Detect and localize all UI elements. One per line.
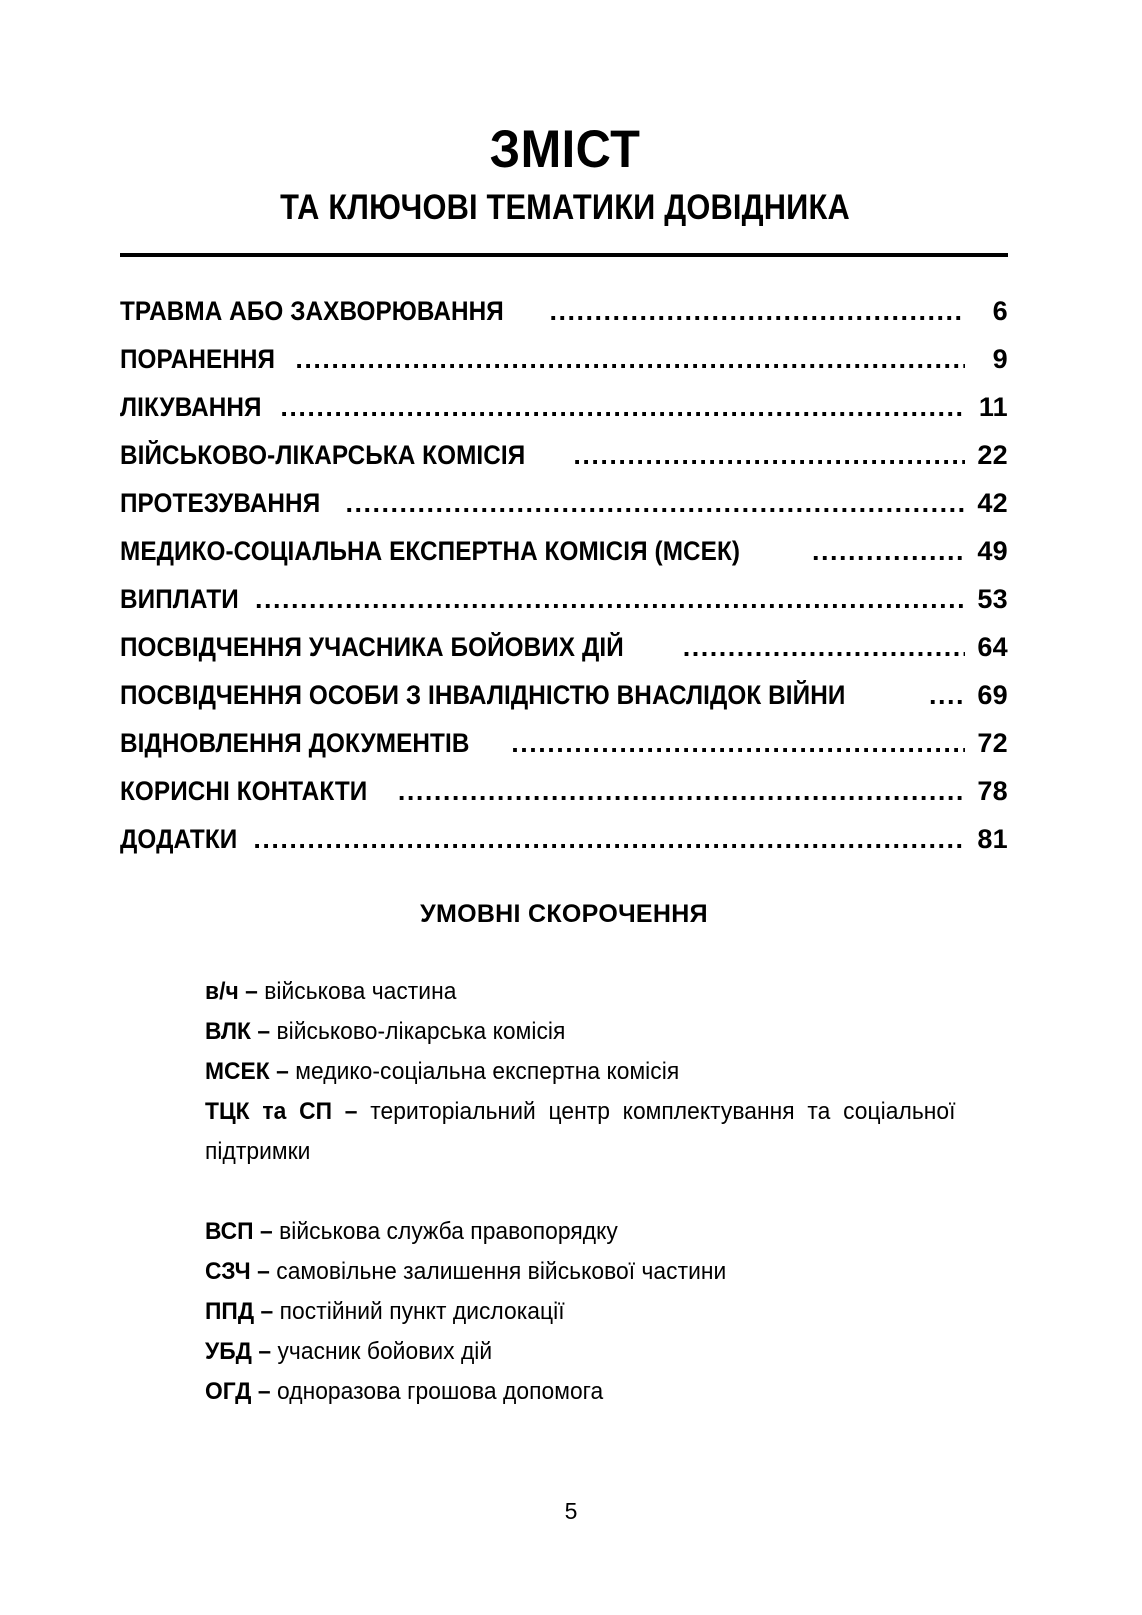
toc-entry[interactable] bbox=[120, 776, 1008, 824]
abbreviation-definition: військова частина bbox=[264, 978, 457, 1005]
toc-entry-label: ЛІКУВАННЯ bbox=[120, 392, 262, 422]
abbreviation-item bbox=[205, 972, 956, 1012]
toc-entry[interactable] bbox=[120, 488, 1008, 536]
toc-entry-label: МЕДИКО-СОЦІАЛЬНА ЕКСПЕРТНА КОМІСІЯ (МСЕК) bbox=[120, 536, 741, 566]
abbreviation-dash: – bbox=[259, 1218, 273, 1245]
toc-entry-page-number: 69 bbox=[977, 680, 1008, 710]
toc-leader-dots bbox=[683, 634, 965, 661]
toc-leader-dots bbox=[346, 490, 966, 517]
abbreviation-term: МСЕК bbox=[205, 1058, 270, 1085]
toc-entry[interactable] bbox=[120, 584, 1008, 632]
abbreviation-item bbox=[205, 1292, 956, 1332]
toc-leader-dots bbox=[280, 394, 965, 421]
toc-leader-dots bbox=[253, 826, 965, 853]
toc-entry-page-number: 64 bbox=[977, 632, 1008, 662]
toc-entry[interactable] bbox=[120, 824, 1008, 872]
header-divider bbox=[120, 253, 1008, 257]
abbreviations-list bbox=[205, 972, 995, 1412]
page-number: 5 bbox=[564, 1498, 578, 1524]
toc-leader-dots bbox=[511, 730, 965, 757]
toc-entry-page-number: 81 bbox=[977, 824, 1008, 854]
abbreviation-dash: – bbox=[276, 1058, 289, 1085]
abbreviation-definition: військово-лікарська комісія bbox=[276, 1018, 566, 1045]
abbreviation-definition: військова служба правопорядку bbox=[279, 1218, 618, 1245]
toc-entry-label: ВІДНОВЛЕННЯ ДОКУМЕНТІВ bbox=[120, 728, 470, 758]
toc-entry[interactable] bbox=[120, 296, 1008, 344]
toc-entry-page-number: 22 bbox=[977, 440, 1008, 470]
toc-entry-label: ТРАВМА АБО ЗАХВОРЮВАННЯ bbox=[120, 296, 504, 326]
toc-leader-dots bbox=[929, 682, 965, 709]
abbreviation-item bbox=[205, 1252, 956, 1292]
toc-entry-page-number: 6 bbox=[992, 296, 1008, 326]
toc-entry[interactable] bbox=[120, 392, 1008, 440]
toc-entry-page-number: 49 bbox=[977, 536, 1008, 566]
toc-entry-label: КОРИСНІ КОНТАКТИ bbox=[120, 776, 368, 806]
abbreviations-heading: УМОВНІ СКОРОЧЕННЯ bbox=[420, 900, 708, 928]
toc-entry-page-number: 53 bbox=[977, 584, 1008, 614]
toc-entry-label: ДОДАТКИ bbox=[120, 824, 238, 854]
toc-leader-dots bbox=[255, 586, 965, 613]
abbreviation-term: ППД bbox=[205, 1298, 255, 1325]
toc-entry-label: ВІЙСЬКОВО-ЛІКАРСЬКА КОМІСІЯ bbox=[120, 440, 526, 470]
abbreviation-item bbox=[205, 1372, 956, 1412]
toc-entry-page-number: 42 bbox=[977, 488, 1008, 518]
page-title: ЗМІСТ bbox=[489, 120, 641, 179]
abbreviation-term: в/ч bbox=[205, 978, 239, 1005]
abbreviation-definition: одноразова грошова допомога bbox=[276, 1378, 604, 1405]
abbreviation-item bbox=[205, 1332, 956, 1372]
toc-entry[interactable] bbox=[120, 632, 1008, 680]
abbreviation-dash: – bbox=[257, 1018, 271, 1045]
abbreviation-definition: медико-соціальна експертна комісія bbox=[295, 1058, 680, 1085]
toc-entry-page-number: 9 bbox=[992, 344, 1008, 374]
toc-entry[interactable] bbox=[120, 728, 1008, 776]
abbreviation-dash: – bbox=[344, 1098, 358, 1125]
toc-entry-label: ПОРАНЕННЯ bbox=[120, 344, 276, 374]
toc-entry[interactable] bbox=[120, 440, 1008, 488]
toc-entry[interactable] bbox=[120, 536, 1008, 584]
abbreviation-dash: – bbox=[257, 1258, 270, 1285]
abbreviation-term: ВСП bbox=[205, 1218, 254, 1245]
page-subtitle: ТА КЛЮЧОВІ ТЕМАТИКИ ДОВІДНИКА bbox=[280, 187, 850, 227]
abbreviation-term: ВЛК bbox=[205, 1018, 251, 1045]
page-header bbox=[120, 122, 1010, 228]
toc-entry-label: ПОСВІДЧЕННЯ УЧАСНИКА БОЙОВИХ ДІЙ bbox=[120, 632, 624, 662]
abbreviation-term: ТЦК та СП bbox=[205, 1098, 333, 1125]
abbreviation-definition: самовільне залишення військової частини bbox=[276, 1258, 727, 1285]
toc-entry-page-number: 78 bbox=[977, 776, 1008, 806]
abbreviation-term: УБД bbox=[205, 1338, 252, 1365]
abbreviation-item bbox=[205, 1052, 956, 1092]
toc-leader-dots bbox=[398, 778, 965, 805]
toc-leader-dots bbox=[549, 298, 965, 325]
toc-entry[interactable] bbox=[120, 344, 1008, 392]
toc-entry-label: ПОСВІДЧЕННЯ ОСОБИ З ІНВАЛІДНІСТЮ ВНАСЛІДОК ВІЙНИ bbox=[120, 680, 846, 710]
abbreviation-dash: – bbox=[257, 1378, 271, 1405]
abbreviation-item bbox=[205, 1012, 956, 1052]
toc-entry-label: ПРОТЕЗУВАННЯ bbox=[120, 488, 321, 518]
abbreviation-term: ОГД bbox=[205, 1378, 252, 1405]
abbreviation-definition: територіальний центр комплектування та соціальної підтримки bbox=[205, 1098, 956, 1165]
abbreviation-definition: учасник бойових дій bbox=[277, 1338, 493, 1365]
toc-leader-dots bbox=[295, 346, 965, 373]
abbreviation-item bbox=[205, 1212, 956, 1252]
toc-entry-label: ВИПЛАТИ bbox=[120, 584, 239, 614]
abbreviation-item bbox=[205, 1092, 956, 1212]
abbreviation-dash: – bbox=[260, 1298, 274, 1325]
toc-entry-page-number: 72 bbox=[977, 728, 1008, 758]
toc-leader-dots bbox=[812, 538, 965, 565]
toc-entry-page-number: 11 bbox=[978, 392, 1008, 422]
abbreviation-dash: – bbox=[245, 978, 258, 1005]
abbreviation-definition: постійний пункт дислокації bbox=[279, 1298, 565, 1325]
table-of-contents bbox=[120, 296, 1008, 872]
toc-entry[interactable] bbox=[120, 680, 1008, 728]
toc-leader-dots bbox=[573, 442, 965, 469]
abbreviation-dash: – bbox=[258, 1338, 272, 1365]
abbreviation-term: СЗЧ bbox=[205, 1258, 251, 1285]
